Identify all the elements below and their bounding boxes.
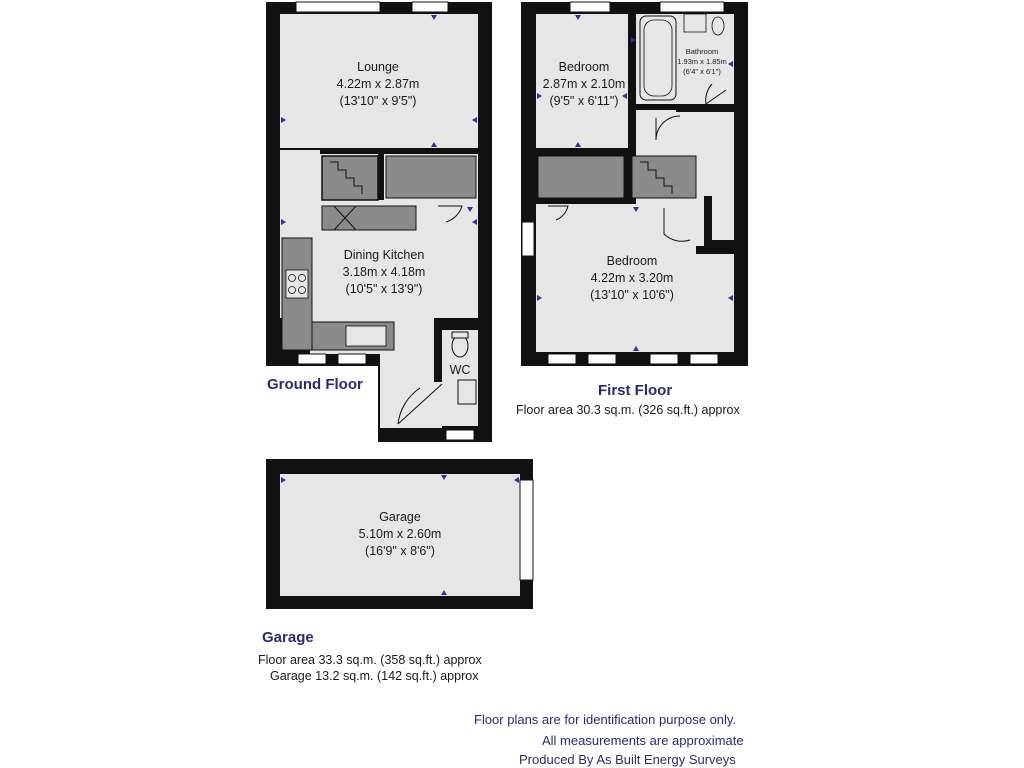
under-stairs-cupboard — [386, 156, 476, 198]
garage-plan — [266, 459, 533, 609]
garage-name: Garage — [379, 510, 421, 524]
garage-door — [520, 480, 533, 580]
entrance-hall-floor — [380, 354, 442, 428]
lounge-kitchen-wall — [320, 148, 478, 154]
bedroom-large-window-3 — [650, 354, 678, 364]
bedroom-large-side-window — [522, 222, 534, 256]
first-floor-area: Floor area 30.3 sq.m. (326 sq.ft.) approx — [516, 403, 740, 417]
kitchen-window — [298, 354, 326, 364]
dining-kitchen-imperial: (10'5" x 13'9") — [345, 282, 423, 296]
first-floor-heading: First Floor — [598, 382, 673, 399]
hob — [286, 270, 308, 298]
bedroom-large-window-2 — [588, 354, 616, 364]
lounge-name: Lounge — [357, 60, 399, 74]
ground-floor-heading: Ground Floor — [267, 376, 363, 393]
footer-measurements: All measurements are approximate — [542, 733, 744, 748]
garage-area: Garage 13.2 sq.m. (142 sq.ft.) approx — [270, 669, 479, 683]
bathroom-name: Bathroom — [685, 47, 719, 56]
bathroom-toilet — [712, 17, 724, 35]
kitchen-wall-units — [322, 206, 416, 230]
hall-window — [446, 430, 474, 440]
kitchen-window-2 — [338, 354, 366, 364]
lounge-imperial: (13'10" x 9'5") — [339, 94, 417, 108]
dining-kitchen-name: Dining Kitchen — [343, 248, 425, 262]
bedroom-large-imperial: (13'10" x 10'6") — [590, 288, 674, 302]
ground-floor-area: Floor area 33.3 sq.m. (358 sq.ft.) approx — [258, 653, 482, 667]
footer-disclaimer: Floor plans are for identification purpose only. — [474, 712, 737, 727]
wc-name: WC — [449, 363, 471, 377]
bedroom-small-name: Bedroom — [558, 60, 610, 74]
bathroom-imperial: (6'4" x 6'1") — [683, 67, 721, 76]
lounge-window-2 — [412, 2, 448, 12]
bedroom-large-name: Bedroom — [606, 254, 658, 268]
lounge-metric: 4.22m x 2.87m — [336, 77, 420, 91]
bathroom-metric: 1.93m x 1.85m — [677, 57, 727, 66]
bedroom-small-window — [570, 2, 610, 12]
bedroom-large-window — [548, 354, 576, 364]
bathroom-basin — [684, 14, 706, 32]
bedroom-large-metric: 4.22m x 3.20m — [590, 271, 674, 285]
bedroom-small-metric: 2.87m x 2.10m — [542, 77, 626, 91]
first-floor-plan — [521, 2, 748, 366]
garage-metric: 5.10m x 2.60m — [358, 527, 442, 541]
garage-heading: Garage — [262, 629, 314, 646]
lounge-window — [296, 2, 380, 12]
garage-imperial: (16'9" x 8'6") — [365, 544, 435, 558]
bathtub — [640, 16, 676, 100]
bedroom-large-window-4 — [690, 354, 718, 364]
bathroom-window — [660, 2, 724, 12]
bedroom-cupboard — [538, 156, 624, 198]
wc-basin — [458, 380, 476, 404]
dining-kitchen-metric: 3.18m x 4.18m — [342, 265, 426, 279]
footer-producer: Produced By As Built Energy Surveys — [519, 752, 736, 767]
kitchen-sink — [346, 326, 386, 346]
bedroom-small-imperial: (9'5" x 6'11") — [549, 94, 619, 108]
